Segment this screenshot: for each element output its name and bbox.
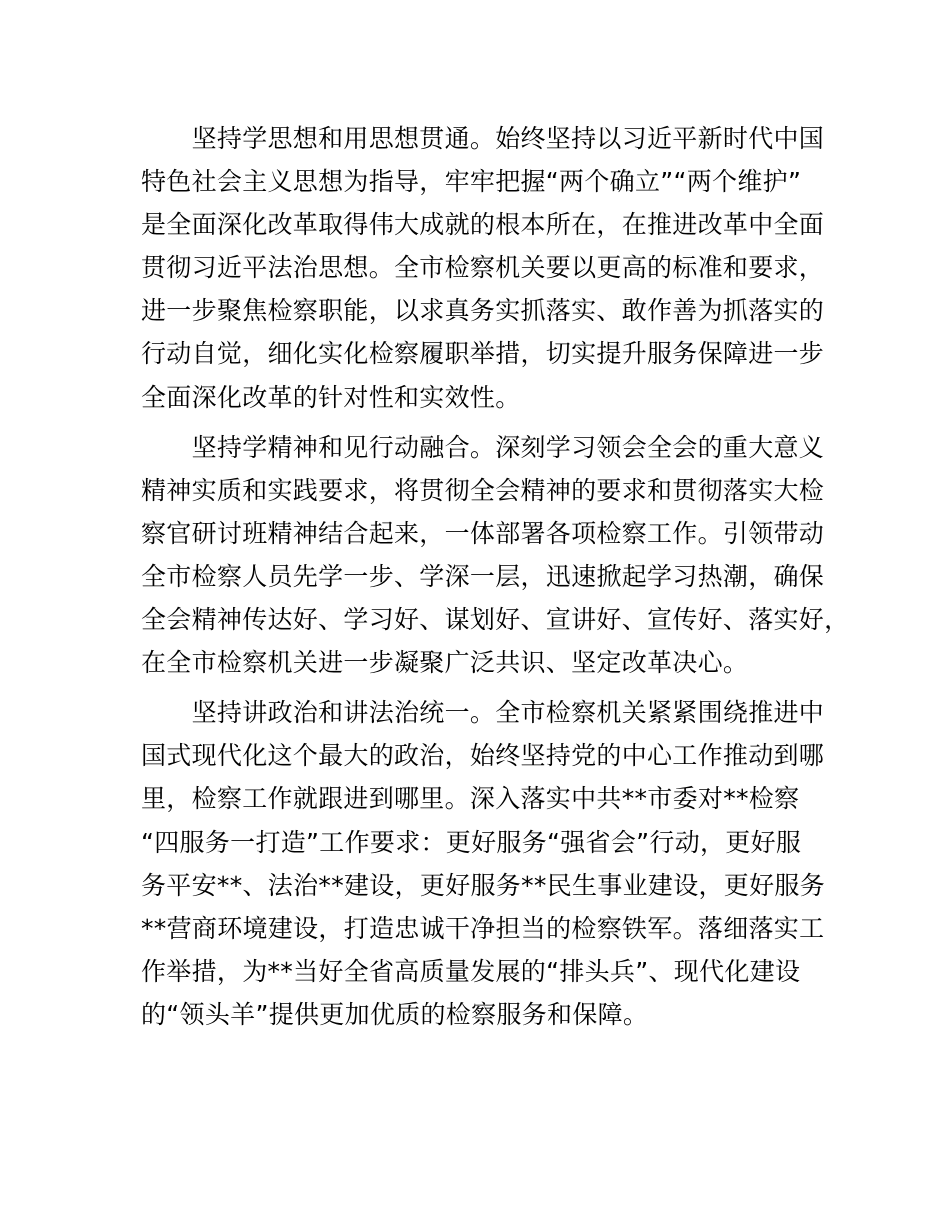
- text-line: 贯彻习近平法治思想。全市检察机关要以更高的标准和要求，: [141, 253, 825, 283]
- paragraph-2: [141, 426, 850, 685]
- text-line: 坚持学精神和见行动融合。深刻学习领会全会的重大意义: [141, 432, 825, 462]
- text-line: 务平安**、法治**建设，更好服务**民生事业建设，更好服务: [141, 870, 826, 900]
- text-line: 国式现代化这个最大的政治，始终坚持党的中心工作推动到哪: [141, 741, 825, 771]
- text-line: 察官研讨班精神结合起来，一体部署各项检察工作。引领带动: [141, 518, 825, 548]
- text-line: “四服务一打造”工作要求：更好服务“强省会”行动，更好服: [141, 827, 802, 857]
- paragraph-3: [141, 691, 831, 1036]
- text-line: 全面深化改革的针对性和实效性。: [141, 382, 521, 412]
- text-line: 在全市检察机关进一步凝聚广泛共识、坚定改革决心。: [141, 648, 749, 678]
- text-line: 坚持讲政治和讲法治统一。全市检察机关紧紧围绕推进中: [141, 698, 825, 728]
- text-line: **营商环境建设，打造忠诚干净担当的检察铁军。落细落实工: [141, 913, 825, 943]
- text-line: 行动自觉，细化实化检察履职举措，切实提升服务保障进一步: [141, 339, 825, 369]
- text-line: 特色社会主义思想为指导，牢牢把握“两个确立”“两个维护”: [141, 167, 802, 197]
- document-body: [141, 117, 850, 1036]
- text-line: 的“领头羊”提供更加优质的检察服务和保障。: [141, 999, 649, 1029]
- text-line: 精神实质和实践要求，将贯彻全会精神的要求和贯彻落实大检: [141, 475, 825, 505]
- text-line: 全市检察人员先学一步、学深一层，迅速掀起学习热潮，确保: [141, 561, 825, 591]
- text-line: 是全面深化改革取得伟大成就的根本所在，在推进改革中全面: [141, 210, 825, 240]
- paragraph-1: [141, 117, 831, 419]
- text-line: 坚持学思想和用思想贯通。始终坚持以习近平新时代中国: [141, 124, 825, 153]
- text-line: 作举措，为**当好全省高质量发展的“排头兵”、现代化建设: [141, 956, 801, 986]
- text-line: 里，检察工作就跟进到哪里。深入落实中共**市委对**检察: [141, 784, 800, 814]
- text-line: 进一步聚焦检察职能，以求真务实抓落实、敢作善为抓落实的: [141, 296, 825, 326]
- text-line: 全会精神传达好、学习好、谋划好、宣讲好、宣传好、落实好，: [141, 605, 850, 635]
